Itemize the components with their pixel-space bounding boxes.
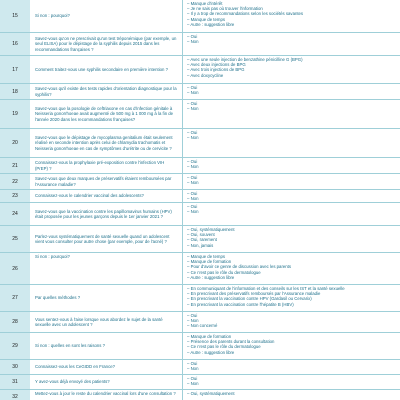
answer-option: – Avec deux injections de BPG bbox=[187, 62, 246, 68]
answer-option: – Autre : suggestion libre bbox=[187, 21, 235, 27]
row-number: 28 bbox=[0, 312, 31, 332]
question-cell bbox=[31, 84, 183, 99]
answer-option: – Oui bbox=[187, 376, 198, 381]
answer-option: – Oui bbox=[187, 159, 198, 164]
answer-option: – Non bbox=[187, 164, 199, 170]
answer-option: – Manque de formation bbox=[187, 334, 232, 339]
answers-cell bbox=[183, 56, 400, 83]
answers-cell bbox=[183, 312, 400, 332]
row-number: 31 bbox=[0, 375, 31, 389]
row-number: 24 bbox=[0, 203, 31, 225]
question-cell bbox=[31, 226, 183, 252]
answer-option: – Oui bbox=[187, 34, 198, 39]
row-number: 16 bbox=[0, 33, 31, 55]
answer-option: – Non bbox=[187, 318, 199, 324]
answer-option: – Avec trois injections de BPG bbox=[187, 67, 245, 73]
row-number: 29 bbox=[0, 333, 31, 359]
question-text: Savez-vous que le dépistage de mycoplasma genitalium était seulement réalisé en seconde intention après celui de chlamydia trachomatis et Neisseria gonorrhoeae en cas de symptômes d'urétrite ou de cervicite ? bbox=[35, 135, 173, 151]
answer-option: – Manque de formation bbox=[187, 259, 232, 265]
question-text: Connaissez-vous le calendrier vaccinal des adolescents? bbox=[35, 193, 144, 199]
question-cell bbox=[31, 100, 183, 128]
answer-option: – Oui, souvent bbox=[187, 232, 215, 238]
answer-option: – Pour d'avoir ce genre de discussion avec les parents bbox=[187, 264, 292, 270]
answer-option: – Non bbox=[187, 135, 199, 141]
row-number: 32 bbox=[0, 390, 31, 400]
answer-option: – Oui bbox=[187, 313, 198, 318]
row-number: 22 bbox=[0, 174, 31, 189]
question-text: Par quelles méthodes ? bbox=[35, 295, 81, 301]
answer-option: – En prescrivant des préservatifs remboursés par l'Assurance maladie bbox=[187, 291, 321, 297]
answer-option: – Non bbox=[187, 366, 199, 372]
answer-option: – En communiquant de l'information et des conseils sur les IST et la santé sexuelle bbox=[187, 286, 345, 291]
answer-option: – Non concerné bbox=[187, 323, 218, 329]
question-text: Vous sentez-vous à l'aise lorsque vous abordez le sujet de la santé sexuelle avec un adolescent ? bbox=[35, 316, 163, 327]
answer-option: – Avec une seule injection de benzathine pénicilline G (BPG) bbox=[187, 57, 303, 62]
answers-cell bbox=[183, 0, 400, 32]
question-cell bbox=[31, 390, 183, 400]
question-text: Si non : pourquoi? bbox=[35, 13, 70, 19]
question-cell bbox=[31, 190, 183, 202]
answer-option: – Autre : suggestion libre bbox=[187, 349, 235, 355]
question-text: Savez-vous que la vaccination contre les papillomavirus humains (HPV) était proposée pour les jeunes garçons depuis le 1er janvier 2021 ? bbox=[35, 208, 172, 219]
answer-option: – Non, jamais bbox=[187, 242, 214, 248]
answers-cell bbox=[183, 129, 400, 157]
table-row bbox=[0, 190, 400, 203]
question-text: Savez-vous que deux marques de préservatifs étaient remboursées par l'Assurance maladie? bbox=[35, 176, 172, 187]
row-number: 26 bbox=[0, 253, 31, 284]
answers-cell bbox=[183, 203, 400, 225]
answers-cell bbox=[183, 375, 400, 389]
table-row bbox=[0, 390, 400, 400]
answers-cell bbox=[183, 190, 400, 202]
answers-cell bbox=[183, 158, 400, 173]
answer-option: – Manque de temps bbox=[187, 254, 225, 259]
table-row bbox=[0, 312, 400, 333]
answers-cell bbox=[183, 360, 400, 374]
table-row bbox=[0, 203, 400, 226]
answer-option: – Non bbox=[187, 180, 199, 186]
table-row bbox=[0, 0, 400, 33]
question-cell bbox=[31, 33, 183, 55]
answer-option: – Je ne sais pas où trouver l'information bbox=[187, 6, 263, 12]
answer-option: – En prescrivant la vaccination contre l'hépatite B (HBV) bbox=[187, 301, 294, 307]
answers-cell bbox=[183, 333, 400, 359]
question-text: Connaissez-vous les CeGIDD en France? bbox=[35, 364, 116, 370]
answers-cell bbox=[183, 226, 400, 252]
answer-option: – Non bbox=[187, 381, 199, 387]
row-number: 20 bbox=[0, 129, 31, 157]
question-text: Parlez-vous systématiquement de santé sexuelle quand un adolescent vient vous consulter pour autre chose (par exemple, pour de l'acné) ? bbox=[35, 233, 170, 244]
question-text: Comment traitez-vous une syphilis secondaire en première intention ? bbox=[35, 66, 169, 72]
question-cell bbox=[31, 0, 183, 32]
question-cell bbox=[31, 360, 183, 374]
question-text: Savez-vous que la posologie de ceftriaxone en cas d'infection génitale à Neisseria gonorrhoeae avait augmenté de 500 mg à 1 000 mg à la fin de l'année 2020 dans les recommandations françaises? bbox=[35, 106, 174, 122]
answer-option: – Oui bbox=[187, 85, 198, 90]
answer-option: – Oui, systématiquement bbox=[187, 227, 235, 232]
row-number: 23 bbox=[0, 190, 31, 202]
answer-option: – Non bbox=[187, 209, 199, 215]
question-text: Y avez-vous déjà envoyé des patients? bbox=[35, 379, 110, 385]
question-text: Si non : quelles en sont les raisons ? bbox=[35, 343, 105, 349]
row-number: 27 bbox=[0, 285, 31, 311]
row-number: 30 bbox=[0, 360, 31, 374]
answer-option: – Non bbox=[187, 90, 199, 96]
answers-cell bbox=[183, 253, 400, 284]
row-number: 18 bbox=[0, 84, 31, 99]
table-row bbox=[0, 226, 400, 253]
question-cell bbox=[31, 158, 183, 173]
answer-option: – Oui, rarement bbox=[187, 237, 217, 243]
answer-option: – Oui, systématiquement bbox=[187, 391, 235, 396]
answer-option: – Oui bbox=[187, 191, 198, 196]
question-cell bbox=[31, 203, 183, 225]
row-number: 19 bbox=[0, 100, 31, 128]
table-row bbox=[0, 285, 400, 312]
table-row bbox=[0, 360, 400, 375]
answers-cell bbox=[183, 285, 400, 311]
answer-option: – Oui bbox=[187, 101, 198, 106]
answer-option: – En prescrivant la vaccination contre HPV (Gardasil ou Cervarix) bbox=[187, 296, 312, 302]
question-cell bbox=[31, 333, 183, 359]
question-cell bbox=[31, 174, 183, 189]
answer-option: – Ce n'est pas le rôle du dermatologue bbox=[187, 344, 261, 350]
answer-option: – Oui bbox=[187, 175, 198, 180]
row-number: 21 bbox=[0, 158, 31, 173]
answer-option: – Manque d'intérêt bbox=[187, 1, 223, 6]
answer-option: – Non bbox=[187, 39, 199, 45]
answers-cell bbox=[183, 33, 400, 55]
answer-option: – Autre : suggestion libre bbox=[187, 274, 235, 280]
table-row bbox=[0, 100, 400, 129]
table-row bbox=[0, 174, 400, 190]
answer-option: – Ce n'est pas le rôle du dermatologue bbox=[187, 269, 261, 275]
table-row bbox=[0, 129, 400, 158]
table-row bbox=[0, 84, 400, 100]
question-cell bbox=[31, 312, 183, 332]
table-row bbox=[0, 375, 400, 390]
answer-option: – Présence des parents durant la consultation bbox=[187, 339, 275, 345]
table-row bbox=[0, 253, 400, 285]
answer-option: – Manque de temps bbox=[187, 16, 225, 22]
answer-option: – Non bbox=[187, 196, 199, 202]
answers-cell bbox=[183, 100, 400, 128]
question-text: Savez-vous qu'on ne prescrivait qu'un test tréponémique (par exemple, un seul ELISA) pour le dépistage de la syphilis depuis 2015 dans les recommandations françaises ? bbox=[35, 36, 177, 52]
question-cell bbox=[31, 129, 183, 157]
question-text: Si non : pourquoi? bbox=[35, 254, 70, 259]
answers-cell bbox=[183, 174, 400, 189]
answers-cell bbox=[183, 84, 400, 99]
question-cell bbox=[31, 285, 183, 311]
answer-option: – Oui bbox=[187, 204, 198, 209]
answer-option: – Avec doxycycline bbox=[187, 72, 224, 78]
question-cell bbox=[31, 253, 183, 284]
table-row bbox=[0, 333, 400, 360]
question-cell bbox=[31, 375, 183, 389]
row-number: 25 bbox=[0, 226, 31, 252]
answer-option: – Il y a trop de recommandations selon les sociétés savantes bbox=[187, 11, 304, 17]
row-number: 15 bbox=[0, 0, 31, 32]
answer-option: – Oui bbox=[187, 361, 198, 366]
answers-cell bbox=[183, 390, 400, 400]
question-text: Mettez-vous à jour le reste du calendrier vaccinal lors d'une consultation ? bbox=[35, 391, 176, 396]
question-cell bbox=[31, 56, 183, 83]
table-row bbox=[0, 33, 400, 56]
answer-option: – Oui bbox=[187, 130, 198, 135]
row-number: 17 bbox=[0, 56, 31, 83]
table-row bbox=[0, 56, 400, 84]
table-row bbox=[0, 158, 400, 174]
question-text: Connaissez-vous la prophylaxie pré-exposition contre l'infection VIH (PrEP) ? bbox=[35, 160, 165, 171]
question-text: Savez-vous qu'il existe des tests rapides d'orientation diagnostique pour la syphilis? bbox=[35, 86, 177, 97]
answer-option: – Non bbox=[187, 106, 199, 112]
